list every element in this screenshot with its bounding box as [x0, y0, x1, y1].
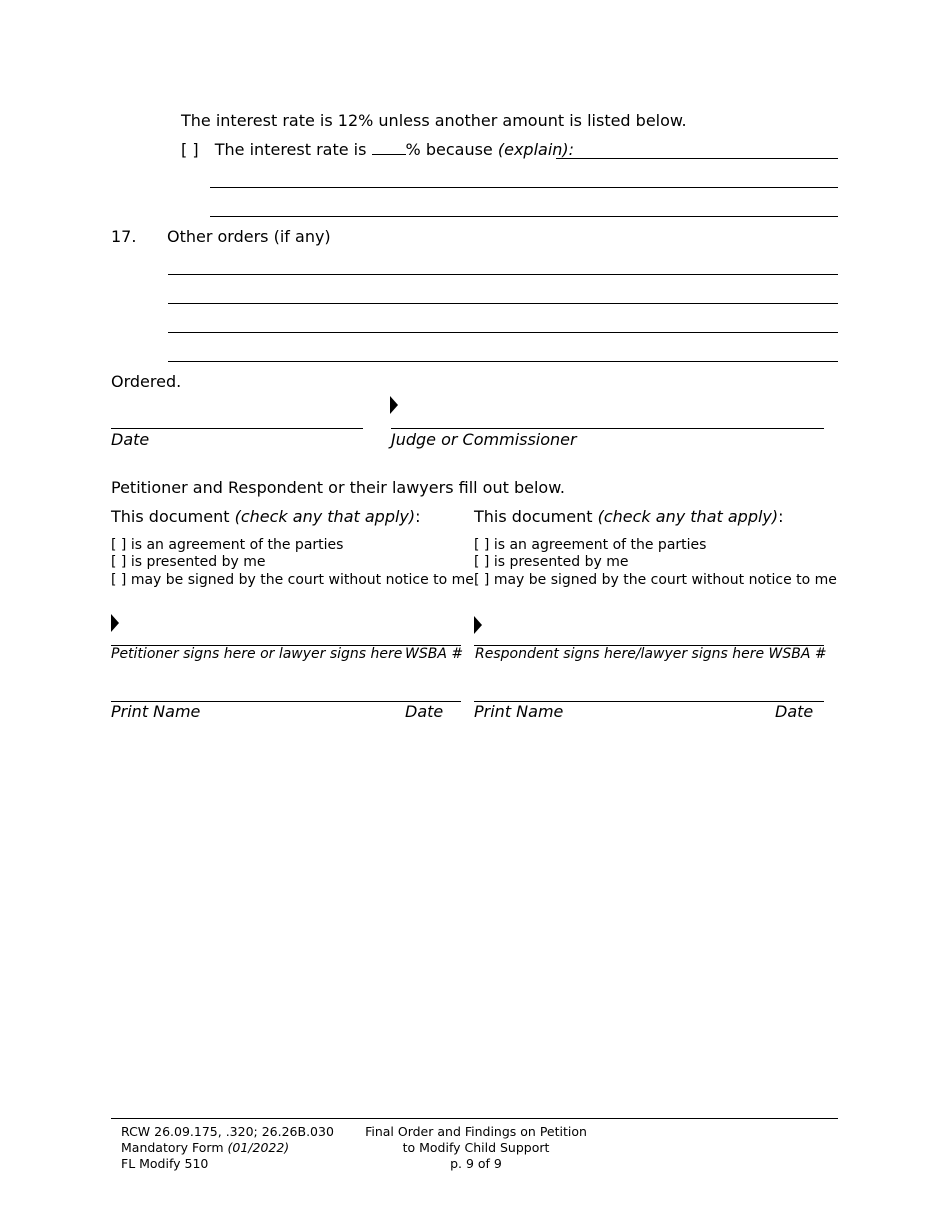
petitioner-doc-colon: : [415, 507, 421, 526]
respondent-sign-label: Respondent signs here/lawyer signs here WSBA # [475, 646, 827, 662]
petitioner-print-name-label: Print Name [111, 702, 201, 721]
interest-explain-line-2[interactable] [210, 187, 838, 188]
judge-signature-line[interactable] [391, 428, 824, 429]
interest-custom-row [181, 140, 574, 159]
section-17-number: 17. [111, 227, 137, 246]
respondent-document-heading [474, 507, 784, 526]
petitioner-option-presented[interactable]: [ ] is presented by me [111, 554, 266, 570]
respondent-option-no-notice[interactable]: [ ] may be signed by the court without notice to me [474, 572, 837, 588]
other-orders-line-1[interactable] [168, 274, 838, 275]
other-orders-line-3[interactable] [168, 332, 838, 333]
petitioner-sign-arrow-icon [111, 614, 119, 632]
petitioner-wsba-label: WSBA # [405, 646, 464, 662]
respondent-doc-colon: : [778, 507, 784, 526]
footer-left [121, 1124, 334, 1172]
interest-explain-line-1[interactable] [556, 158, 838, 159]
section-17-title: Other orders (if any) [167, 227, 331, 246]
respondent-print-name-label: Print Name [474, 702, 564, 721]
petitioner-document-heading [111, 507, 421, 526]
judge-label: Judge or Commissioner [391, 430, 577, 449]
petitioner-option-no-notice[interactable]: [ ] may be signed by the court without notice to me [111, 572, 474, 588]
footer-form-id: FL Modify 510 [121, 1156, 209, 1171]
interest-rate-blank[interactable] [372, 142, 406, 155]
other-orders-line-4[interactable] [168, 361, 838, 362]
interest-default-text: The interest rate is 12% unless another amount is listed below. [181, 111, 687, 130]
footer-title-line1: Final Order and Findings on Petition [365, 1124, 587, 1139]
footer-rule [111, 1118, 838, 1119]
order-date-line[interactable] [111, 428, 363, 429]
respondent-option-presented[interactable]: [ ] is presented by me [474, 554, 629, 570]
respondent-option-agreement[interactable]: [ ] is an agreement of the parties [474, 537, 707, 553]
interest-explain-line-3[interactable] [210, 216, 838, 217]
parties-intro: Petitioner and Respondent or their lawyers fill out below. [111, 478, 565, 497]
footer-mandatory [121, 1140, 334, 1156]
interest-custom-middle: % because [405, 140, 493, 159]
petitioner-doc-prefix: This document [111, 507, 230, 526]
petitioner-option-agreement[interactable]: [ ] is an agreement of the parties [111, 537, 344, 553]
interest-checkbox[interactable]: [ ] [181, 140, 199, 159]
respondent-doc-prefix: This document [474, 507, 593, 526]
footer-mandatory-prefix: Mandatory Form [121, 1140, 224, 1155]
order-date-label: Date [111, 430, 150, 449]
petitioner-date-label: Date [405, 702, 444, 721]
petitioner-doc-check: (check any that apply) [234, 507, 416, 526]
interest-explain-label: (explain): [497, 140, 575, 159]
footer-page-number: p. 9 of 9 [450, 1156, 502, 1171]
petitioner-sign-label: Petitioner signs here or lawyer signs here [111, 646, 403, 662]
footer-center [356, 1124, 596, 1172]
judge-sign-arrow-icon [390, 396, 398, 414]
interest-custom-prefix: The interest rate is [214, 140, 367, 159]
respondent-doc-check: (check any that apply) [597, 507, 779, 526]
footer-title-line2: to Modify Child Support [402, 1140, 550, 1155]
other-orders-line-2[interactable] [168, 303, 838, 304]
respondent-date-label: Date [775, 702, 814, 721]
ordered-label: Ordered. [111, 372, 182, 391]
footer-mandatory-date: (01/2022) [227, 1140, 290, 1155]
footer-rcw: RCW 26.09.175, .320; 26.26B.030 [121, 1124, 334, 1139]
respondent-sign-arrow-icon [474, 616, 482, 634]
